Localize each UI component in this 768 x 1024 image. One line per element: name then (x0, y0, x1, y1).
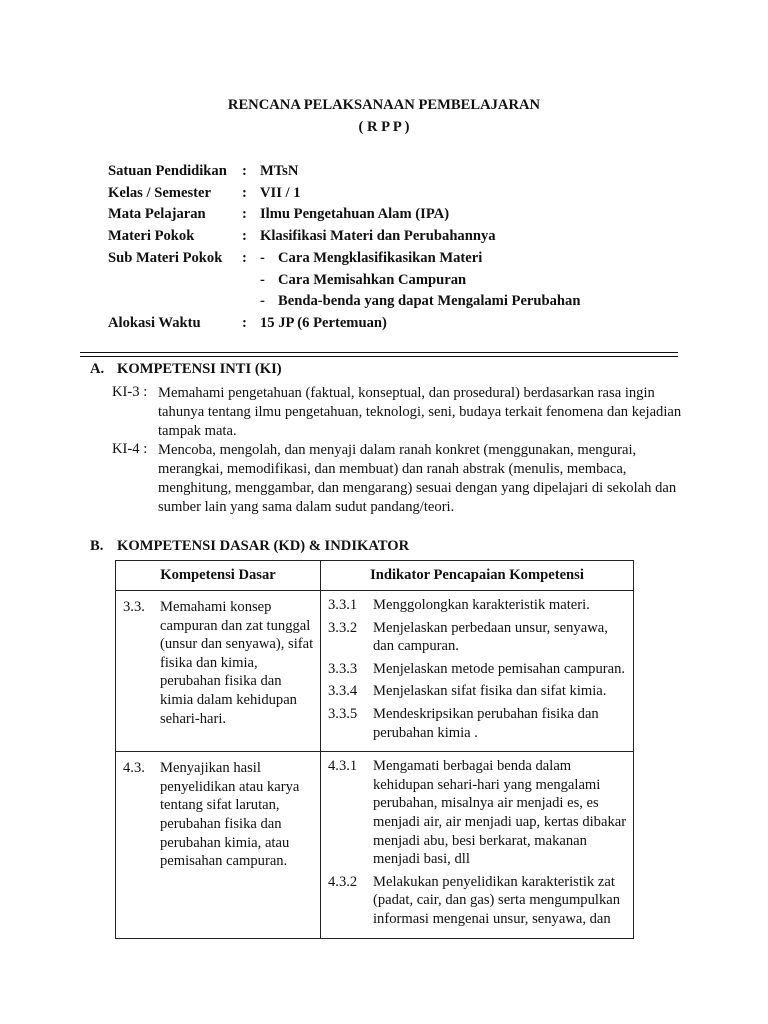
indicator-number: 4.3.1 (328, 758, 358, 775)
indicator-number: 4.3.2 (328, 873, 358, 890)
kd-text: Memahami konsep campuran dan zat tunggal (unsur dan senyawa), sifat fisika dan kimia, perubahan fisika dan kimia dalam kehidupan sehari-hari. (160, 599, 314, 727)
meta-colon: : (242, 185, 247, 201)
meta-label: Alokasi Waktu (108, 315, 201, 331)
indicator-number: 3.3.1 (328, 597, 358, 613)
section-title: KOMPETENSI INTI (KI) (117, 361, 282, 377)
table-header-row (116, 561, 634, 591)
meta-colon: : (242, 228, 247, 244)
meta-colon: : (242, 250, 247, 266)
indicator-cell (321, 591, 634, 752)
meta-value: Klasifikasi Materi dan Perubahannya (260, 228, 496, 244)
meta-colon: : (242, 206, 247, 222)
sub-materi-text: Cara Mengklasifikasikan Materi (278, 250, 483, 266)
indicator-text: Mendeskripsikan perubahan fisika dan perubahan kimia . (373, 705, 599, 741)
indicator-item (322, 682, 628, 701)
indicator-text: Menjelaskan perbedaan unsur, senyawa, dan campuran. (373, 619, 608, 655)
meta-label: Materi Pokok (108, 228, 195, 244)
ki-text: Mencoba, mengolah, dan menyaji dalam ranah konkret (menggunakan, mengurai, merangkai, memodifikasi, dan membuat) dan ranah abstrak (menulis, membaca, menghitung, menggambar, dan mengarang) sesuai dengan yang dipelajari di sekolah dan sumber lain yang sama dalam sudut pandang/teori. (158, 442, 677, 515)
kd-indicator-table (115, 560, 634, 939)
table-row (116, 752, 634, 938)
meta-value: Ilmu Pengetahuan Alam (IPA) (260, 206, 450, 222)
meta-label: Sub Materi Pokok (108, 250, 223, 266)
indicator-text: Menjelaskan metode pemisahan campuran. (373, 660, 626, 677)
indicator-number: 3.3.4 (328, 683, 358, 700)
dash: - (260, 293, 265, 309)
kd-text: Menyajikan hasil penyelidikan atau karya tentang sifat larutan, perubahan fisika dan perubahan kimia, atau pemisahan campuran. (160, 760, 300, 870)
indicator-item (322, 873, 628, 929)
kd-number: 3.3. (123, 599, 145, 615)
kd-cell (116, 591, 321, 752)
meta-label: Kelas / Semester (108, 185, 211, 201)
ki-text: Memahami pengetahuan (faktual, konseptual, dan prosedural) berdasarkan rasa ingin tahunya tentang ilmu pengetahuan, teknologi, seni, budaya terkait fenomena dan kejadian tampak mata. (158, 385, 682, 439)
meta-colon: : (242, 315, 247, 331)
indicator-number: 3.3.3 (328, 660, 358, 677)
document-title: RENCANA PELAKSANAAN PEMBELAJARAN (227, 97, 541, 113)
meta-value: MTsN (260, 163, 299, 179)
section-letter: B. (90, 538, 104, 554)
indicator-number: 3.3.2 (328, 619, 358, 636)
dash: - (260, 272, 265, 288)
ki-code: KI-3 : (112, 384, 148, 400)
indicator-item (322, 757, 628, 869)
section-letter: A. (90, 361, 105, 377)
indicator-text: Melakukan penyelidikan karakteristik zat (padat, cair, dan gas) serta mengumpulkan informasi mengenai unsur, senyawa, dan (373, 873, 621, 927)
indicator-item (322, 705, 628, 742)
divider-line (80, 356, 678, 357)
indicator-text: Menjelaskan sifat fisika dan sifat kimia. (373, 683, 607, 700)
divider-line (80, 352, 678, 353)
meta-value: 15 JP (6 Pertemuan) (260, 315, 387, 331)
indicator-text: Mengamati berbagai benda dalam kehidupan sehari-hari yang mengalami perubahan, misalnya air menjadi es, es menjadi air, air menjadi uap, kertas dibakar menjadi abu, besi berkarat, makanan menjadi basi, dll (373, 758, 627, 868)
section-title: KOMPETENSI DASAR (KD) & INDIKATOR (117, 538, 410, 554)
indicator-item (322, 596, 628, 615)
indicator-number: 3.3.5 (328, 705, 358, 722)
indicator-text: Menggolongkan karakteristik materi. (373, 597, 590, 613)
sub-materi-text: Benda-benda yang dapat Mengalami Perubahan (278, 293, 581, 309)
document-subtitle: ( R P P ) (358, 119, 410, 135)
ki-code: KI-4 : (112, 441, 148, 457)
dash: - (260, 250, 265, 266)
table-row (116, 591, 634, 752)
meta-label: Satuan Pendidikan (108, 163, 227, 179)
kd-cell (116, 752, 321, 938)
meta-label: Mata Pelajaran (108, 206, 206, 222)
indicator-item (322, 660, 628, 679)
header-indikator: Indikator Pencapaian Kompetensi (321, 561, 634, 591)
kd-number: 4.3. (123, 760, 145, 777)
meta-value: VII / 1 (260, 185, 301, 201)
indicator-item (322, 619, 628, 656)
sub-materi-text: Cara Memisahkan Campuran (278, 272, 467, 288)
header-kompetensi-dasar: Kompetensi Dasar (116, 561, 321, 591)
indicator-cell (321, 752, 634, 938)
meta-colon: : (242, 163, 247, 179)
